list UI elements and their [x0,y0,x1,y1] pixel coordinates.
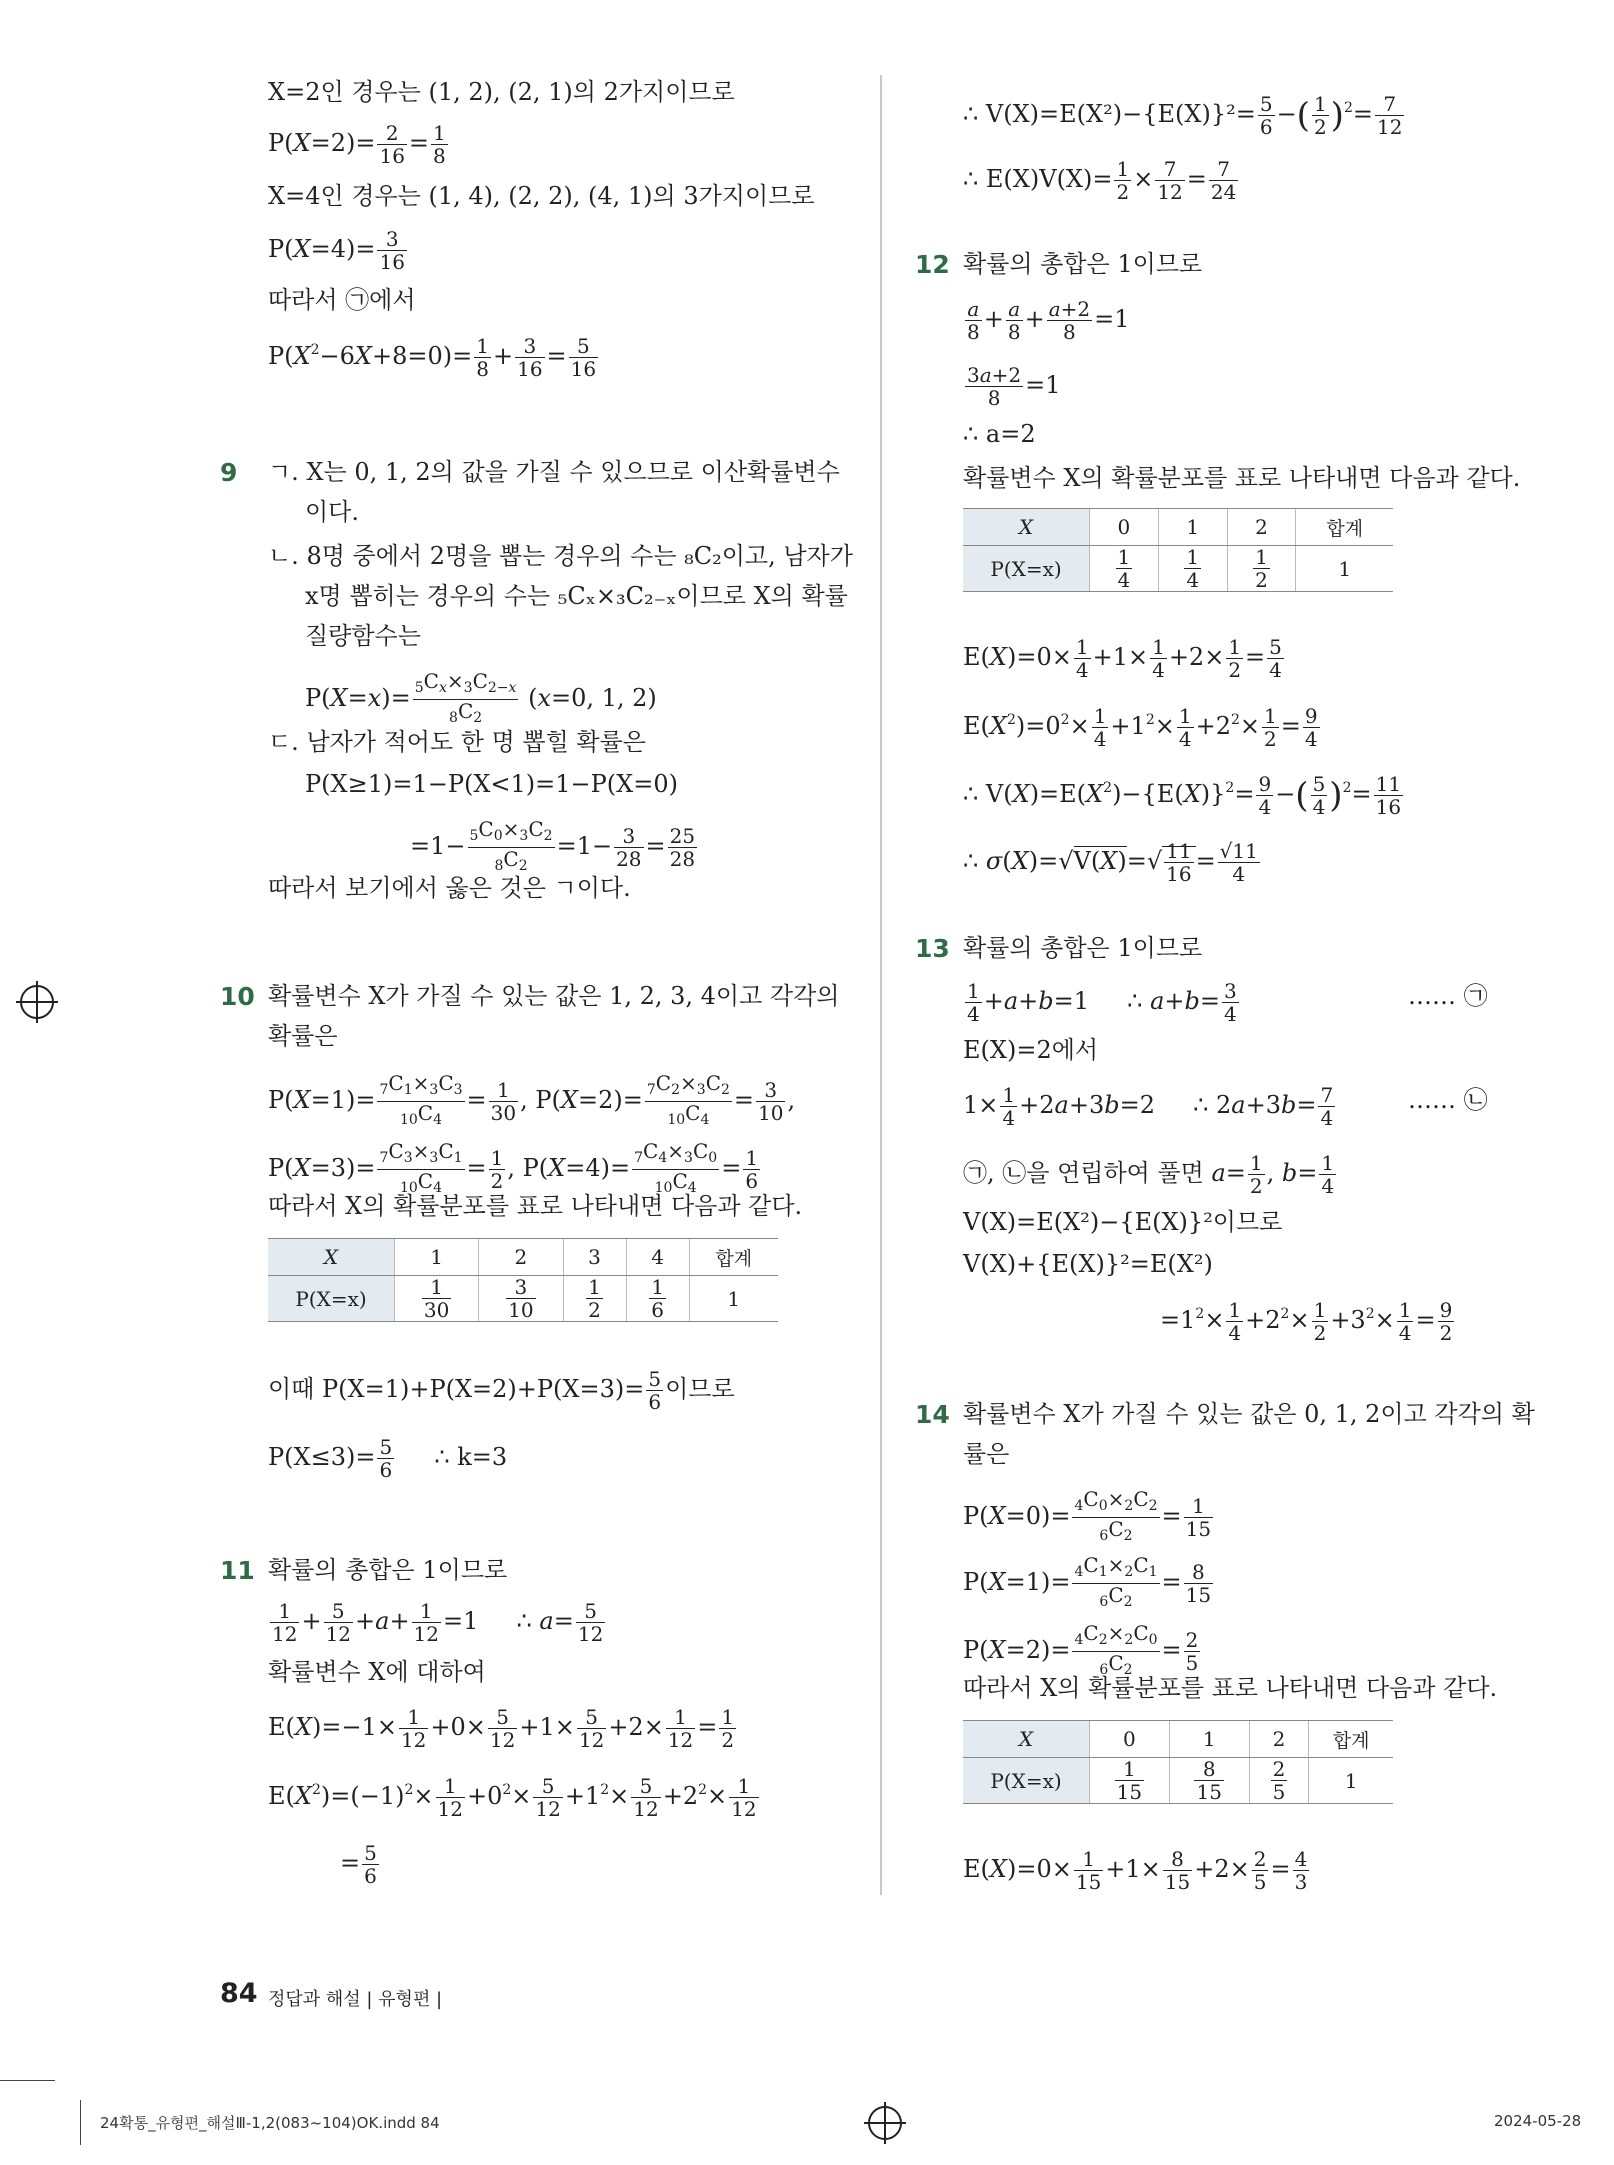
solution-line: 확률의 총합은 1이므로 [268,1556,508,1584]
eq-line: =1− $\frac{_5C_0\times_3C_2}{_8C_2}$ =1− $\frac{3}{28}$ = $\frac{25}{28}$ [410,817,696,874]
registration-mark-icon [20,985,54,1019]
problem-number: 9 [220,458,238,487]
eq-line: P(X=2)= $\frac{2}{16}$ = $\frac{1}{8}$ [268,121,446,168]
table-header-cell: X [963,509,1090,546]
eq-line: $E(X^2)=(-1)^2\times$ $\frac{1}{12}$ $+0^2\times$ $\frac{5}{12}$ $+1^2\times$ $\frac{5}{12}$ $+2^2\times$ $\frac{1}{12}$ [268,1774,757,1821]
distribution-table [963,508,1393,592]
solution-line: ∴ a=2 [963,420,1036,448]
solution-line: 확률변수 X가 가질 수 있는 값은 1, 2, 3, 4이고 각각의 [268,982,840,1010]
table-cell: $\frac{1}{4}$ [1090,546,1159,592]
table-header-cell: 0 [1090,509,1159,546]
distribution-table [963,1720,1393,1804]
eq-line: X=2인 경우는 (1, 2), (2, 1)의 2가지이므로 [268,78,735,106]
solution-line: ㄱ. X는 0, 1, 2의 값을 가질 수 있으므로 이산확률변수 [268,458,840,486]
table-header-cell: 1 [1158,509,1227,546]
table-cell: 1 [689,1276,778,1322]
eq-line: ㉠, ㉡을 연립하여 풀면 a= $\frac{1}{2}$ , b= $\frac{1}{4}$ [963,1151,1335,1198]
table-cell: 1 [1309,1758,1393,1804]
table-row-label: P(X=x) [963,546,1090,592]
table-cell: $\frac{1}{15}$ [1090,1758,1170,1804]
file-slug: 24확통_유형편_해설Ⅲ-1,2(083~104)OK.indd 84 [100,2114,440,2132]
table-header-cell: 합계 [689,1239,778,1276]
eq-line: P(X=4)= $\frac{3}{16}$ [268,227,405,274]
eq-line: P(X≥1)=1−P(X<1)=1−P(X=0) [305,770,678,798]
distribution-table [268,1238,778,1322]
problem-number: 13 [915,934,950,963]
solution-line: E(X)=2에서 [963,1036,1099,1064]
eq-line: ∴ E(X)V(X)= $\frac{1}{2}$ × $\frac{7}{12}$ = $\frac{7}{24}$ [963,157,1237,204]
solution-line: V(X)=E(X²)−{E(X)}²이므로 [963,1208,1283,1236]
crop-mark [80,2100,81,2145]
footer-label: 정답과 해설 | 유형편 | [268,1989,443,2010]
table-cell: $\frac{8}{15}$ [1169,1758,1249,1804]
table-header-cell: 2 [479,1239,563,1276]
solution-line: 확률의 총합은 1이므로 [963,250,1203,278]
eq-line: 이때 P(X=1)+P(X=2)+P(X=3)= $\frac{5}{6}$ 이므로 [268,1367,735,1414]
solution-line: x명 뽑히는 경우의 수는 ₅Cₓ×₃C₂₋ₓ이므로 X의 확률 [305,582,848,610]
column-divider [880,75,882,1895]
eq-line: 따라서 ㉠에서 [268,286,416,314]
eq-line: $\frac{1}{12}$ + $\frac{5}{12}$ +a+ $\frac{1}{12}$ =1 ∴ a= $\frac{5}{12}$ [272,1599,604,1646]
solution-line: 이다. [305,498,359,526]
print-date: 2024-05-28 [1494,2112,1582,2130]
table-header-cell: X [268,1239,395,1276]
table-cell: $\frac{1}{4}$ [1158,546,1227,592]
registration-mark-icon [868,2106,902,2140]
table-cell: $\frac{3}{10}$ [479,1276,563,1322]
solution-line: 률은 [963,1440,1010,1468]
eq-line: E(X)=−1× $\frac{1}{12}$ +0× $\frac{5}{12}$ +1× $\frac{5}{12}$ +2× $\frac{1}{12}$ = $\frac{1}{2}$ [268,1705,735,1752]
solution-line: 따라서 보기에서 옳은 것은 ㄱ이다. [268,874,631,902]
eq-line: ∴ V(X)=E(X²)−{E(X)}²= $\frac{5}{6}$ −( $\frac{1}{2}$ )$^2$= $\frac{7}{12}$ [963,92,1403,139]
table-header-cell: 합계 [1309,1721,1393,1758]
page-number: 84 [220,1978,258,2009]
eq-line: E(X)=0× $\frac{1}{15}$ +1× $\frac{8}{15}$ +2× $\frac{2}{5}$ = $\frac{4}{3}$ [963,1847,1308,1894]
solution-line: ㄷ. 남자가 적어도 한 명 뽑힐 확률은 [268,728,646,756]
eq-line: P(X=1)= $\frac{_4C_1\times_2C_1}{_6C_2}$ = $\frac{8}{15}$ [963,1553,1212,1610]
table-header-cell: 합계 [1296,509,1393,546]
eq-line: P(X=2)= $\frac{_4C_2\times_2C_0}{_6C_2}$ = $\frac{2}{5}$ [963,1621,1199,1678]
solution-line: 확률은 [268,1022,338,1050]
solution-line: 따라서 X의 확률분포를 표로 나타내면 다음과 같다. [963,1674,1498,1702]
table-row-label: P(X=x) [963,1758,1090,1804]
table-cell: $\frac{1}{2}$ [1227,546,1296,592]
problem-number: 12 [915,250,950,279]
table-cell: 1 [1296,546,1393,592]
table-header-cell: 1 [1169,1721,1249,1758]
eq-line: $\frac{a}{8}$ + $\frac{a}{8}$ + $\frac{a+2}{8}$ =1 [967,297,1130,344]
solution-line: 질량함수는 [305,622,421,650]
eq-line: P(X=0)= $\frac{_4C_0\times_2C_2}{_6C_2}$ = $\frac{1}{15}$ [963,1487,1212,1544]
solution-line: 확률변수 X가 가질 수 있는 값은 0, 1, 2이고 각각의 확 [963,1400,1535,1428]
table-header-cell: 2 [1249,1721,1309,1758]
table-header-cell: 4 [626,1239,689,1276]
eq-line: P(X=3)= $\frac{_7C_3\times_3C_1}{_{10}C_4}$ = $\frac{1}{2}$ , P(X=4)= $\frac{_7C_4\times_3C_0}{_{10}C_4}$ = $\frac{1}{6}$ [268,1139,759,1196]
eq-line: $=1^2\times$ $\frac{1}{4}$ $+2^2\times$ $\frac{1}{2}$ $+3^2\times$ $\frac{1}{4}$ = $\frac{9}{2}$ [1160,1298,1453,1345]
solution-line: 따라서 X의 확률분포를 표로 나타내면 다음과 같다. [268,1192,803,1220]
solution-line: 확률변수 X의 확률분포를 표로 나타내면 다음과 같다. [963,464,1521,492]
eq-line: P(X=x)= $\frac{_5C_x\times_3C_{2-x}}{_8C_2}$ (x=0, 1, 2) [305,669,657,726]
eq-line: $E(X^2)=0^2\times$ $\frac{1}{4}$ $+1^2\times$ $\frac{1}{4}$ $+2^2\times$ $\frac{1}{2}$ = $\frac{9}{4}$ [963,704,1318,751]
table-header-cell: X [963,1721,1090,1758]
solution-line: ㄴ. 8명 중에서 2명을 뽑는 경우의 수는 ₈C₂이고, 남자가 [268,542,853,570]
eq-line: ∴ $V(X)=E(X^2)-\{E(X)\}^2=$ $\frac{9}{4}$ −( $\frac{5}{4}$ )$^2$= $\frac{11}{16}$ [963,772,1402,819]
eq-line: = $\frac{5}{6}$ [340,1841,377,1888]
table-header-cell: 0 [1090,1721,1170,1758]
eq-line: X=4인 경우는 (1, 4), (2, 2), (4, 1)의 3가지이므로 [268,182,815,210]
table-header-cell: 2 [1227,509,1296,546]
table-header-cell: 3 [563,1239,626,1276]
problem-number: 10 [220,982,255,1011]
table-header-cell: 1 [395,1239,479,1276]
solution-line: 확률변수 X에 대하여 [268,1658,486,1686]
table-cell: $\frac{1}{6}$ [626,1276,689,1322]
table-cell: $\frac{1}{2}$ [563,1276,626,1322]
table-cell: $\frac{2}{5}$ [1249,1758,1309,1804]
problem-number: 11 [220,1556,255,1585]
table-row-label: P(X=x) [268,1276,395,1322]
eq-line: $\frac{3a+2}{8}$ =1 [967,363,1061,410]
eq-line: ∴ σ(X)=√V(X)=√ $\frac{11}{16}$ = $\frac{√11}{4}$ [963,839,1258,886]
eq-line: P(X=1)= $\frac{_7C_1\times_3C_3}{_{10}C_4}$ = $\frac{1}{30}$ , P(X=2)= $\frac{_7C_2\times_3C_2}{_{10}C_4}$ = $\frac{3}{10}$ , [268,1071,796,1128]
solution-line: V(X)+{E(X)}²=E(X²) [963,1250,1213,1278]
eq-line: P(X≤3)= $\frac{5}{6}$ ∴ k=3 [268,1435,508,1482]
eq-line: 1× $\frac{1}{4}$ +2a+3b=2 ∴ 2a+3b= $\frac{7}{4}$ …… ㉡ [963,1083,1488,1130]
problem-number: 14 [915,1400,950,1429]
crop-mark [0,2080,55,2081]
table-cell: $\frac{1}{30}$ [395,1276,479,1322]
eq-line: $P(X^2-6X+8=0)=$ $\frac{1}{8}$ + $\frac{3}{16}$ = $\frac{5}{16}$ [268,334,597,381]
solution-line: 확률의 총합은 1이므로 [963,934,1203,962]
eq-line: E(X)=0× $\frac{1}{4}$ +1× $\frac{1}{4}$ +2× $\frac{1}{2}$ = $\frac{5}{4}$ [963,635,1282,682]
eq-line: $\frac{1}{4}$ +a+b=1 ∴ a+b= $\frac{3}{4}$ …… ㉠ [967,979,1488,1026]
